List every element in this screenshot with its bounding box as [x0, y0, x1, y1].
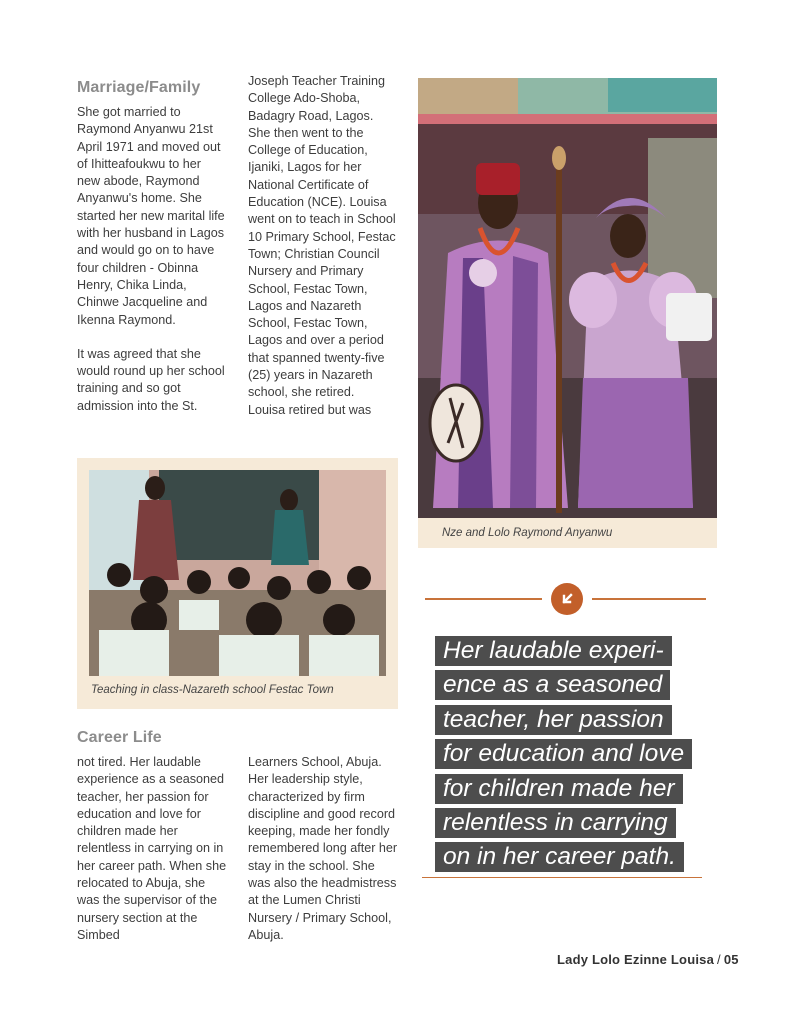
- couple-photo: [418, 78, 717, 518]
- marriage-paragraph-1: She got married to Raymond Anyanwu 21st April 1971 and moved out of Ihitteafoukwu to her new abode, Raymond Anyanwu's home. She started her new marital life with her husband in Lagos and would go on to have four children - Obinna Henry, Chika Linda, Chinwe Jacqueline and Ikenna Raymond.: [77, 105, 225, 327]
- career-paragraph-1: not tired. Her laudable experience as a seasoned teacher, her passion for education and love for children made her relentless in carrying on in her career path. When she relocated to Abuja, she was the supervisor of the nursery section at the Simbed: [77, 755, 227, 942]
- quote-line: for education and love: [435, 739, 692, 769]
- classroom-photo: [89, 470, 386, 676]
- page-number: 05: [723, 952, 739, 967]
- page-footer: [557, 952, 739, 967]
- quote-line: on in her career path.: [435, 842, 684, 872]
- marriage-text: [77, 104, 227, 415]
- divider-left: [425, 598, 542, 600]
- retirement-paragraph: Louisa retired but was: [248, 402, 372, 417]
- career-text-col2: [248, 754, 398, 944]
- classroom-photo-caption: Teaching in class-Nazareth school Festac Town: [91, 684, 334, 696]
- quote-line: ence as a seasoned: [435, 670, 670, 700]
- arrow-down-left-icon: [551, 583, 583, 615]
- career-heading: Career Life: [77, 729, 162, 746]
- quote-line: relentless in carrying: [435, 808, 676, 838]
- classroom-photo-card: [77, 458, 398, 709]
- quote-line: teacher, her passion: [435, 705, 672, 735]
- footer-title: Lady Lolo Ezinne Louisa: [557, 952, 715, 967]
- marriage-paragraph-2: It was agreed that she would round up her school training and so got admission into the St.: [77, 346, 225, 413]
- education-text: [248, 73, 396, 419]
- career-paragraph-2: Learners School, Abuja. Her leadership style, characterized by firm discipline and good record keeping, made her fondly remembered long after her stay in the school. She was also the headmistress at the Lumen Christi Nursery / Primary School, Abuja.: [248, 755, 398, 942]
- pull-quote: [435, 636, 735, 877]
- marriage-heading: Marriage/Family: [77, 79, 201, 96]
- career-text-col1: [77, 754, 227, 944]
- quote-bottom-rule: [422, 877, 702, 878]
- footer-separator: /: [717, 952, 721, 967]
- quote-line: Her laudable experi-: [435, 636, 672, 666]
- couple-photo-card: [418, 78, 717, 548]
- divider-right: [592, 598, 706, 600]
- quote-line: for children made her: [435, 774, 683, 804]
- couple-photo-caption: Nze and Lolo Raymond Anyanwu: [442, 527, 613, 539]
- education-paragraph: Joseph Teacher Training College Ado-Shoba, Badagry Road, Lagos. She then went to the College of Education, Ijaniki, Lagos for her National Certificate of Education (NCE). Louisa went on to teach in School 10 Primary School, Festac Town; Christian Council Nursery and Primary School, Festac Town, Lagos and Nazareth School, Festac Town, Lagos and over a period that spanned twenty-five (25) years in Nazareth school, she retired.: [248, 74, 396, 400]
